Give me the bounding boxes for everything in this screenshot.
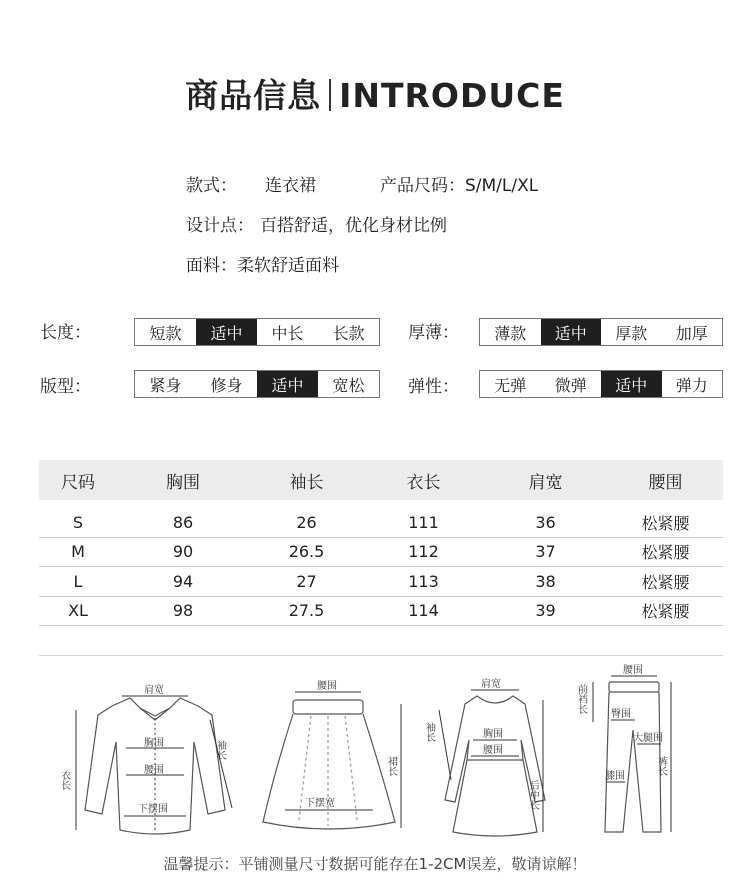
pants-thigh-label: 大腿围 [633, 733, 663, 744]
size-cell: L [73, 571, 83, 591]
thickness-option[interactable]: 加厚 [675, 323, 708, 343]
length-cell: 114 [408, 601, 439, 621]
size-cell: S [72, 512, 84, 532]
table-row [39, 567, 723, 597]
length-option-selected[interactable]: 适中 [196, 319, 257, 345]
chest-cell: 98 [172, 601, 194, 621]
thickness-option-selected[interactable]: 适中 [541, 319, 602, 345]
length-option[interactable]: 短款 [149, 323, 182, 343]
design-label: 设计点： [186, 216, 254, 236]
header-cell: 尺码 [61, 472, 95, 493]
pants-length-label: 裤长 [655, 756, 667, 776]
pants-waist-label: 腰围 [623, 665, 643, 676]
header-cell: 肩宽 [528, 472, 563, 493]
waist-cell: 松紧腰 [641, 572, 690, 592]
elasticity-label: 弹性： [408, 377, 459, 397]
size-table [39, 460, 723, 626]
pants-knee-label: 膝围 [605, 771, 625, 782]
dress-shoulder-label: 肩宽 [481, 679, 501, 690]
dress-waist-label: 腰围 [483, 745, 503, 756]
table-row [39, 538, 723, 568]
shoulder-cell: 37 [535, 542, 556, 562]
elasticity-option[interactable]: 微弹 [554, 375, 587, 395]
fabric-value: 柔软舒适面料 [237, 256, 339, 276]
dress-sleeve-label: 袖长 [423, 722, 435, 742]
header-cell: 腰围 [648, 472, 683, 493]
length-option[interactable]: 中长 [271, 323, 304, 343]
elasticity-selector [479, 370, 723, 398]
length-label: 长度： [40, 323, 91, 343]
shoulder-cell: 39 [535, 601, 556, 621]
length-selector [134, 318, 380, 346]
title-cn: 商品信息 [185, 76, 322, 115]
sleeve-cell: 27 [296, 571, 317, 591]
size-info [380, 171, 538, 196]
fabric-info [186, 251, 339, 276]
sleeve-cell: 26 [296, 512, 317, 532]
title-separator [329, 79, 331, 111]
dress-chest-label: 胸围 [483, 729, 503, 740]
elasticity-option-selected[interactable]: 适中 [601, 371, 662, 397]
elasticity-option[interactable]: 弹力 [675, 375, 708, 395]
waist-cell: 松紧腰 [641, 602, 690, 622]
style-value: 连衣裙 [265, 176, 316, 196]
shoulder-cell: 38 [535, 571, 556, 591]
table-row [39, 508, 723, 538]
header-cell: 胸围 [166, 472, 200, 493]
pants-hip-label: 臀围 [611, 709, 631, 720]
section-divider [39, 655, 723, 656]
length-option[interactable]: 长款 [332, 323, 365, 343]
title-en: INTRODUCE [339, 76, 565, 115]
length-cell: 113 [408, 571, 439, 591]
size-cell: XL [68, 601, 88, 621]
design-info [186, 211, 447, 236]
shirt-hem-label: 下摆围 [138, 804, 168, 815]
waist-cell: 松紧腰 [641, 543, 690, 563]
shirt-waist-label: 腰围 [144, 765, 164, 776]
chest-cell: 90 [172, 542, 194, 562]
shirt-diagram [60, 660, 250, 845]
shirt-shoulder-label: 肩宽 [144, 685, 164, 696]
size-table-header [39, 460, 723, 500]
page-title [0, 70, 750, 117]
fit-label: 版型： [40, 377, 91, 397]
pants-front-rise-label: 前裆长 [575, 684, 587, 714]
thickness-selector [479, 318, 723, 346]
pants-diagram [575, 660, 685, 845]
thickness-option[interactable]: 厚款 [615, 323, 648, 343]
skirt-length-label: 裙长 [385, 756, 397, 776]
size-label: 产品尺码： [380, 176, 465, 196]
header-cell: 袖长 [289, 472, 324, 493]
fit-option[interactable]: 修身 [210, 375, 243, 395]
design-value: 百搭舒适，优化身材比例 [260, 216, 447, 236]
chest-cell: 86 [172, 512, 194, 532]
shirt-length-label: 衣长 [58, 770, 70, 790]
shoulder-cell: 36 [535, 512, 556, 532]
length-cell: 111 [408, 512, 439, 532]
elasticity-option[interactable]: 无弹 [494, 375, 527, 395]
measurement-note: 温馨提示：平铺测量尺寸数据可能存在1-2CM误差，敬请谅解！ [163, 855, 587, 873]
size-cell: M [71, 542, 85, 562]
thickness-option[interactable]: 薄款 [494, 323, 527, 343]
thickness-label: 厚薄： [408, 323, 459, 343]
skirt-waistband-icon [293, 700, 363, 714]
length-cell: 112 [408, 542, 439, 562]
shirt-sleeve-label: 袖长 [214, 740, 226, 760]
style-label: 款式： [186, 176, 237, 196]
fit-selector [134, 370, 380, 398]
chest-cell: 94 [172, 571, 194, 591]
skirt-diagram [255, 660, 415, 845]
sleeve-cell: 27.5 [288, 601, 325, 621]
fit-option-selected[interactable]: 适中 [257, 371, 318, 397]
header-cell: 衣长 [406, 472, 441, 493]
skirt-hem-label: 下摆宽 [305, 798, 335, 809]
dress-outline-icon [445, 696, 545, 836]
dress-diagram [425, 660, 565, 845]
style-info [186, 171, 316, 196]
table-row [39, 597, 723, 627]
skirt-waist-label: 腰围 [317, 681, 337, 692]
fabric-label: 面料： [186, 256, 237, 276]
pants-waistband-icon [609, 682, 659, 692]
fit-option[interactable]: 紧身 [149, 375, 182, 395]
waist-cell: 松紧腰 [641, 513, 690, 533]
shirt-chest-label: 胸围 [144, 738, 164, 749]
fit-option[interactable]: 宽松 [332, 375, 365, 395]
sleeve-cell: 26.5 [288, 542, 325, 562]
dress-length-label: 后中长 [527, 780, 539, 810]
size-value: S/M/L/XL [465, 176, 539, 196]
